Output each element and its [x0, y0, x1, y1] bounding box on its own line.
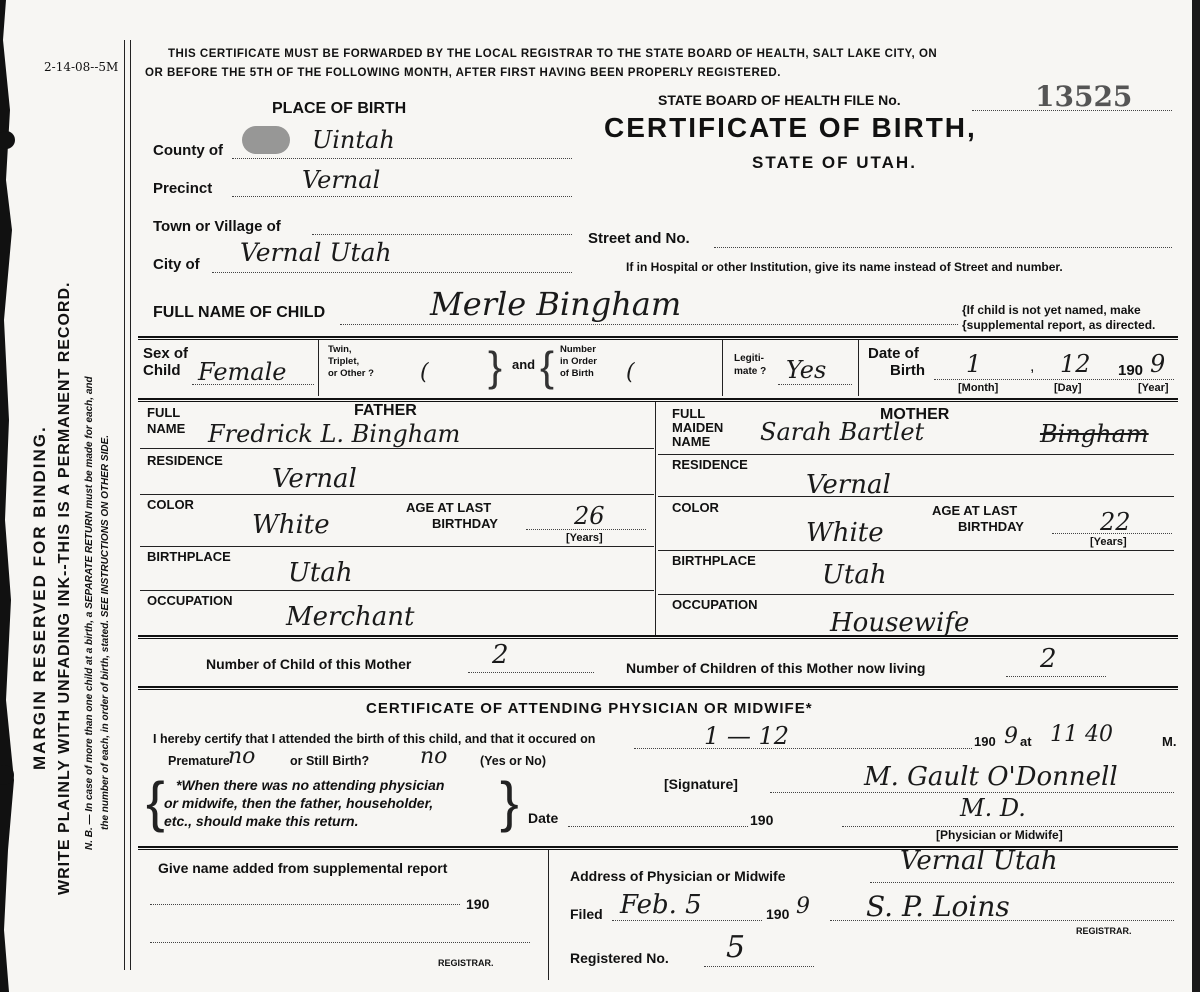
filed-year-prefix: 190	[766, 906, 790, 922]
certify-label: I hereby certify that I attended the birth of this child, and that it occured on	[153, 732, 596, 746]
physician-time: 11 40	[1050, 722, 1113, 747]
father-birthplace-value: Utah	[288, 558, 353, 588]
mother-residence-value: Vernal	[806, 470, 891, 500]
supplemental-registrar: REGISTRAR.	[438, 958, 494, 968]
section-rule	[138, 336, 1178, 338]
registered-value: 5	[726, 930, 746, 965]
premature-value: no	[228, 744, 256, 769]
mother-name-struck: Bingham	[1040, 420, 1149, 448]
physician-md: M. D.	[960, 794, 1026, 822]
father-residence-label: RESIDENCE	[147, 453, 223, 468]
father-age-label2: BIRTHDAY	[432, 516, 498, 531]
margin-ink-text: WRITE PLAINLY WITH UNFADING INK--THIS IS A PERMANENT RECORD.	[56, 281, 73, 895]
date-label: Date	[528, 810, 559, 826]
physician-year-prefix: 190	[974, 734, 996, 749]
physician-signature: M. Gault O'Donnell	[864, 762, 1118, 792]
dob-label-1: Date of	[868, 345, 919, 362]
father-name-value: Fredrick L. Bingham	[208, 420, 461, 448]
living-label: Number of Children of this Mother now living	[626, 660, 926, 676]
registrar-label: REGISTRAR.	[1076, 926, 1132, 936]
mother-name-value: Sarah Bartlet	[760, 418, 925, 446]
date-year-prefix: 190	[750, 812, 774, 828]
mother-age-label1: AGE AT LAST	[932, 503, 1018, 518]
father-occupation-label: OCCUPATION	[147, 593, 233, 608]
father-years-label: [Years]	[566, 532, 603, 544]
street-label: Street and No.	[588, 230, 690, 247]
supplemental-label: Give name added from supplemental report	[158, 860, 448, 876]
filed-year: 9	[796, 894, 810, 919]
and-label: and	[512, 357, 536, 372]
at-label: at	[1020, 734, 1032, 749]
child-name-value: Merle Bingham	[430, 285, 682, 323]
mother-birthplace-label: BIRTHPLACE	[672, 553, 756, 568]
county-value: Uintah	[312, 126, 395, 154]
supplemental-year: 190	[466, 896, 490, 912]
physician-address: Vernal Utah	[900, 846, 1058, 876]
still-birth-label: or Still Birth?	[290, 754, 370, 768]
mother-occupation-label: OCCUPATION	[672, 597, 758, 612]
town-label: Town or Village of	[153, 218, 281, 235]
child-name-note1: {If child is not yet named, make	[962, 303, 1141, 317]
mother-name-labels: FULL MAIDEN NAME	[672, 406, 724, 449]
order-label: Number in Order of Birth	[560, 344, 597, 379]
father-birthplace-label: BIRTHPLACE	[147, 549, 231, 564]
role-label: [Physician or Midwife]	[936, 828, 1063, 842]
time-suffix: M.	[1162, 734, 1177, 749]
no-physician-note: *When there was no attending physician or midwife, then the father, householder, etc., should make this return.	[164, 777, 445, 829]
sex-value: Female	[198, 358, 287, 386]
birth-certificate: 2-14-08--5M MARGIN RESERVED FOR BINDING. WRITE PLAINLY WITH UNFADING INK--THIS IS A PERMANENT RECORD. N. B. — In case of more than one child at a birth, a SEPARATE RETURN must be made for each, and the number of each, in order of birth, stated. SEE INSTRUCTIONS ON OTHER SIDE. THIS CERTIFICATE MUST BE FORWARDED BY THE LOCAL REGISTRAR TO THE STATE BOARD OF HEALTH, SALT LAKE CITY, ON OR BEFORE THE 5TH OF THE FOLLOWING MONTH, AFTER FIRST HAVING BEEN PROPERLY REGISTERED. STATE BOARD OF HEALTH FILE No. 13525 PLACE OF BIRTH County of Uintah Precinct Vernal Town or Village of City of Vernal Utah CERTIFICATE OF BIRTH, STATE OF UTAH. Street and No. If in Hospital or other Institution, give its name instead of Street and number. FULL NAME OF CHILD Merle Bingham {If child is not yet named, make {supplemental report, as directed. Sex of Child Female Twin, Triplet, or Other ? ( } and { Number in Order of Birth ( Legiti- mate ? Yes Date of Birth 1 , 12 190 9 [Month] [Day] [Year] FATHER FULL NAME Fredrick L. Bingham RESIDENCE Vernal COLOR White AGE AT LAST BIRTHDAY 26 [Years] BIRTHPLACE Utah OCCUPATION Merchant MOTHER FULL MAIDEN NAME Sarah Bartlet Bingham RESIDENCE Vernal COLOR White AGE AT LAST BIRTHDAY 22 [Years] BIRTHPLACE Utah OCCUPATION Housewife Number of Child of this Mother 2 Number of Children of this Mother now living 2 CERTIFICATE OF ATTENDING PHYSICIAN OR MIDWIFE* I hereby certify that I attended the birth of this child, and that it occured on 1 — 12 190 9 at 11 40 M. Premature no or Still Birth? no (Yes or No) { *When there was no attending physician or midwife, then the father, householder, etc., should make this return. } [Signature] M. Gault O'Donnell M. D. Date 190 [Physician or Midwife] Give name added from supplemental report 190 REGISTRAR. Address of Physician or Midwife Vernal Utah Filed Feb. 5 190 9 S. P. Loins REGISTRAR. Registered No. 5	[0, 0, 1200, 992]
mother-color-value: White	[806, 518, 884, 548]
margin-border	[124, 40, 125, 970]
registrar-signature: S. P. Loins	[866, 890, 1010, 923]
order-value: (	[626, 360, 635, 385]
ink-blot	[242, 126, 290, 154]
certificate-subtitle: STATE OF UTAH.	[752, 153, 917, 172]
certificate-title: CERTIFICATE OF BIRTH,	[604, 112, 977, 143]
child-name-note2: {supplemental report, as directed.	[962, 318, 1156, 332]
dob-year-prefix: 190	[1118, 362, 1144, 379]
father-age-label1: AGE AT LAST	[406, 500, 492, 515]
father-full-label: FULL	[147, 405, 181, 420]
parents-divider	[655, 402, 656, 636]
torn-edge	[0, 0, 22, 992]
margin-border-inner	[130, 40, 131, 970]
father-color-label: COLOR	[147, 497, 194, 512]
mother-occupation-value: Housewife	[830, 608, 970, 638]
year-label: [Year]	[1138, 382, 1169, 394]
physician-heading: CERTIFICATE OF ATTENDING PHYSICIAN OR MIDWIFE*	[366, 700, 813, 717]
day-label: [Day]	[1054, 382, 1082, 394]
city-value: Vernal Utah	[240, 238, 392, 267]
month-label: [Month]	[958, 382, 999, 394]
address-label: Address of Physician or Midwife	[570, 868, 786, 884]
sex-label-2: Child	[143, 362, 181, 379]
father-residence-value: Vernal	[272, 464, 357, 494]
father-occupation-value: Merchant	[286, 602, 415, 632]
mother-years-label: [Years]	[1090, 536, 1127, 548]
legit-value: Yes	[786, 356, 827, 384]
premature-label: Premature	[168, 754, 230, 768]
precinct-value: Vernal	[302, 166, 381, 194]
father-name-label: NAME	[147, 421, 186, 436]
mother-birthplace-value: Utah	[822, 560, 887, 590]
signature-label: [Signature]	[664, 776, 738, 792]
twin-value: (	[420, 360, 429, 385]
mother-residence-label: RESIDENCE	[672, 457, 748, 472]
precinct-label: Precinct	[153, 180, 213, 197]
child-number-label: Number of Child of this Mother	[206, 656, 412, 672]
filed-date: Feb. 5	[620, 890, 702, 920]
hospital-note: If in Hospital or other Institution, give its name instead of Street and number.	[626, 260, 1063, 274]
file-no-value: 13525	[1035, 80, 1133, 113]
registered-label: Registered No.	[570, 950, 669, 966]
child-number-value: 2	[492, 640, 509, 670]
right-edge	[1192, 0, 1200, 992]
living-value: 2	[1040, 644, 1057, 674]
notice-line2: OR BEFORE THE 5TH OF THE FOLLOWING MONTH, AFTER FIRST HAVING BEEN PROPERLY REGISTERED.	[145, 67, 781, 79]
place-heading: PLACE OF BIRTH	[272, 100, 407, 117]
mother-age-value: 22	[1100, 508, 1131, 536]
still-birth-value: no	[420, 744, 448, 769]
file-no-label: STATE BOARD OF HEALTH FILE No.	[658, 92, 901, 108]
filed-label: Filed	[570, 906, 603, 922]
margin-nb-line2: the number of each, in order of birth, stated. SEE INSTRUCTIONS ON OTHER SIDE.	[100, 434, 111, 830]
yes-no-label: (Yes or No)	[480, 754, 546, 768]
margin-nb-line1: N. B. — In case of more than one child at a birth, a SEPARATE RETURN must be made for each, and	[84, 376, 95, 850]
child-name-label: FULL NAME OF CHILD	[153, 304, 326, 321]
mother-color-label: COLOR	[672, 500, 719, 515]
form-code: 2-14-08--5M	[44, 60, 119, 74]
father-color-value: White	[252, 510, 330, 540]
notice-line1: THIS CERTIFICATE MUST BE FORWARDED BY THE LOCAL REGISTRAR TO THE STATE BOARD OF HEALTH, SALT LAKE CITY, ON	[168, 48, 938, 60]
physician-birth-date: 1 — 12	[704, 722, 790, 750]
dob-day: 12	[1060, 350, 1091, 378]
dob-label-2: Birth	[890, 362, 925, 379]
county-label: County of	[153, 142, 223, 159]
margin-binding-text: MARGIN RESERVED FOR BINDING.	[30, 425, 49, 770]
sex-label-1: Sex of	[143, 345, 189, 362]
city-label: City of	[153, 256, 200, 273]
father-age-value: 26	[574, 502, 605, 530]
dob-year: 9	[1150, 350, 1166, 378]
dob-month: 1	[966, 350, 982, 378]
twin-label: Twin, Triplet, or Other ?	[328, 344, 374, 379]
physician-year: 9	[1004, 724, 1018, 749]
mother-heading: MOTHER	[880, 406, 950, 423]
father-heading: FATHER	[354, 402, 417, 419]
legit-label: Legiti- mate ?	[734, 353, 767, 377]
mother-age-label2: BIRTHDAY	[958, 519, 1024, 534]
